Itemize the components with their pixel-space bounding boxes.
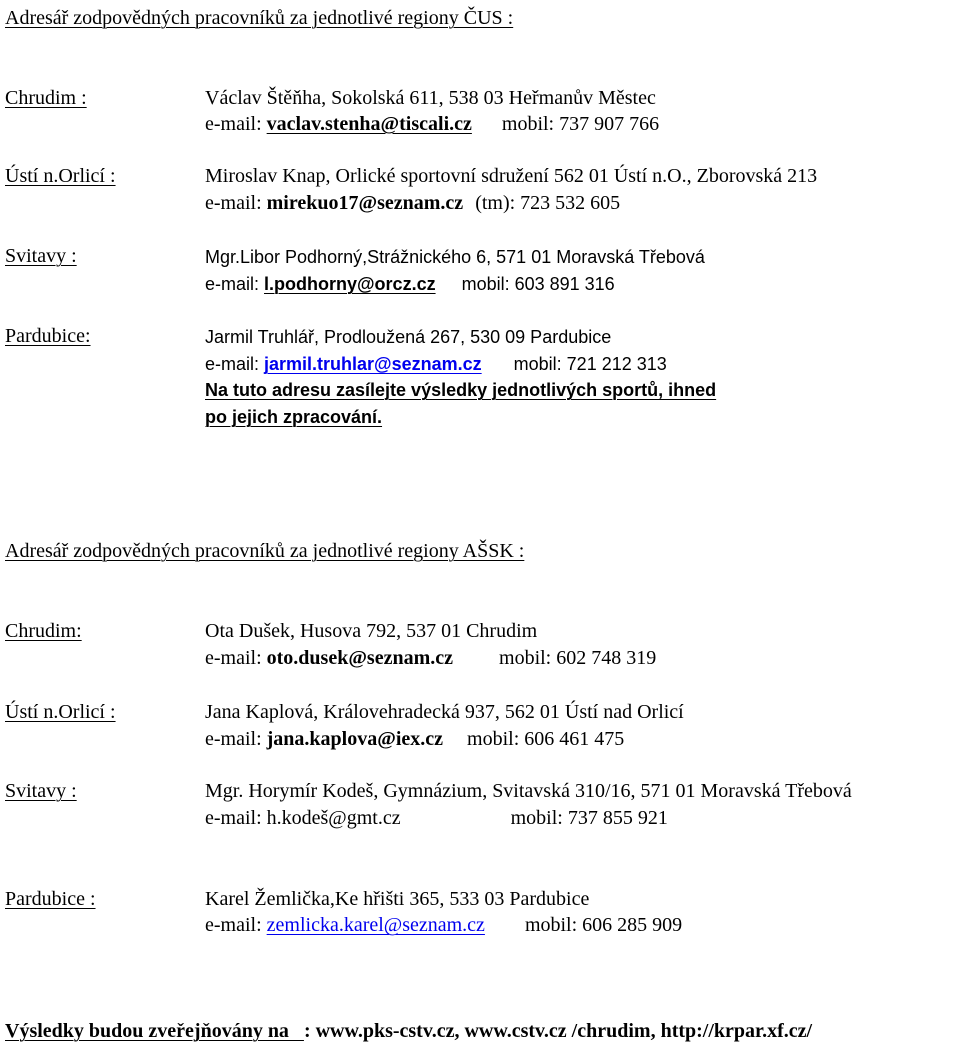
assk-pardubice-phone: mobil: 606 285 909	[524, 914, 683, 936]
footer-label: Výsledky budou zveřejňovány na	[5, 1020, 304, 1042]
email-label: e-mail:	[205, 274, 265, 294]
cus-chrudim-address: Václav Štěňha, Sokolská 611, 538 03 Heřmanův Městec	[205, 87, 656, 109]
cus-usti-address: Miroslav Knap, Orlické sportovní sdružení 562 01 Ústí n.O., Zborovská 213	[205, 165, 818, 187]
assk-region-pardubice: Pardubice :	[5, 888, 96, 910]
cus-chrudim-email[interactable]: vaclav.stenha@tiscali.cz	[266, 113, 472, 135]
assk-svitavy-email[interactable]: h.kodeš@gmt.cz	[266, 807, 401, 829]
assk-chrudim-email[interactable]: oto.dusek@seznam.cz	[266, 647, 454, 669]
email-label: e-mail:	[205, 647, 267, 669]
cus-region-pardubice: Pardubice:	[5, 325, 91, 347]
assk-pardubice-contact	[205, 915, 682, 935]
email-label: e-mail:	[205, 354, 265, 374]
cus-usti-phone: (tm): 723 532 605	[475, 192, 621, 214]
assk-usti-address: Jana Kaplová, Královehradecká 937, 562 01 Ústí nad Orlicí	[205, 701, 684, 723]
email-label: e-mail:	[205, 113, 267, 135]
assk-chrudim-phone: mobil: 602 748 319	[499, 647, 657, 669]
cus-chrudim-phone: mobil: 737 907 766	[501, 113, 660, 135]
footer	[5, 1021, 812, 1041]
cus-heading: Adresář zodpovědných pracovníků za jednotlivé regiony ČUS :	[5, 7, 514, 29]
cus-svitavy-email[interactable]: l.podhorny@orcz.cz	[264, 274, 436, 294]
cus-svitavy-phone: mobil: 603 891 316	[461, 274, 615, 294]
assk-svitavy-phone: mobil: 737 855 921	[510, 807, 668, 829]
cus-usti-contact	[205, 193, 620, 213]
assk-heading: Adresář zodpovědných pracovníků za jednotlivé regiony AŠSK :	[5, 540, 525, 562]
assk-pardubice-address: Karel Žemlička,Ke hřišti 365, 533 03 Pardubice	[205, 888, 590, 910]
cus-pardubice-note-line1: Na tuto adresu zasílejte výsledky jednotlivých sportů, ihned	[205, 380, 717, 400]
cus-region-usti: Ústí n.Orlicí :	[5, 165, 116, 187]
cus-region-svitavy: Svitavy :	[5, 245, 77, 267]
assk-svitavy-contact	[205, 808, 668, 828]
assk-region-chrudim: Chrudim:	[5, 620, 82, 642]
assk-region-svitavy: Svitavy :	[5, 780, 77, 802]
email-label: e-mail:	[205, 728, 267, 750]
assk-chrudim-contact	[205, 648, 656, 668]
assk-region-usti: Ústí n.Orlicí :	[5, 701, 116, 723]
assk-chrudim-address: Ota Dušek, Husova 792, 537 01 Chrudim	[205, 620, 538, 642]
assk-usti-email[interactable]: jana.kaplova@iex.cz	[266, 728, 444, 750]
cus-svitavy-contact	[205, 275, 615, 293]
email-label: e-mail:	[205, 807, 267, 829]
email-label: e-mail:	[205, 192, 267, 214]
assk-svitavy-address: Mgr. Horymír Kodeš, Gymnázium, Svitavská 310/16, 571 01 Moravská Třebová	[205, 780, 852, 802]
assk-pardubice-email[interactable]: zemlicka.karel@seznam.cz	[266, 914, 485, 936]
cus-pardubice-note-line2: po jejich zpracování.	[205, 407, 383, 427]
cus-svitavy-address: Mgr.Libor Podhorný,Strážnického 6, 571 01 Moravská Třebová	[205, 247, 705, 267]
footer-links[interactable]: : www.pks-cstv.cz, www.cstv.cz /chrudim, http://krpar.xf.cz/	[303, 1020, 813, 1042]
cus-pardubice-address: Jarmil Truhlář, Prodloužená 267, 530 09 Pardubice	[205, 327, 612, 347]
cus-pardubice-email[interactable]: jarmil.truhlar@seznam.cz	[264, 354, 482, 374]
email-label: e-mail:	[205, 914, 267, 936]
assk-usti-contact	[205, 729, 624, 749]
cus-pardubice-contact	[205, 355, 667, 373]
cus-chrudim-contact	[205, 114, 659, 134]
cus-pardubice-phone: mobil: 721 212 313	[513, 354, 667, 374]
cus-usti-email[interactable]: mirekuo17@seznam.cz	[266, 192, 464, 214]
assk-usti-phone: mobil: 606 461 475	[467, 728, 625, 750]
cus-region-chrudim: Chrudim :	[5, 87, 87, 109]
